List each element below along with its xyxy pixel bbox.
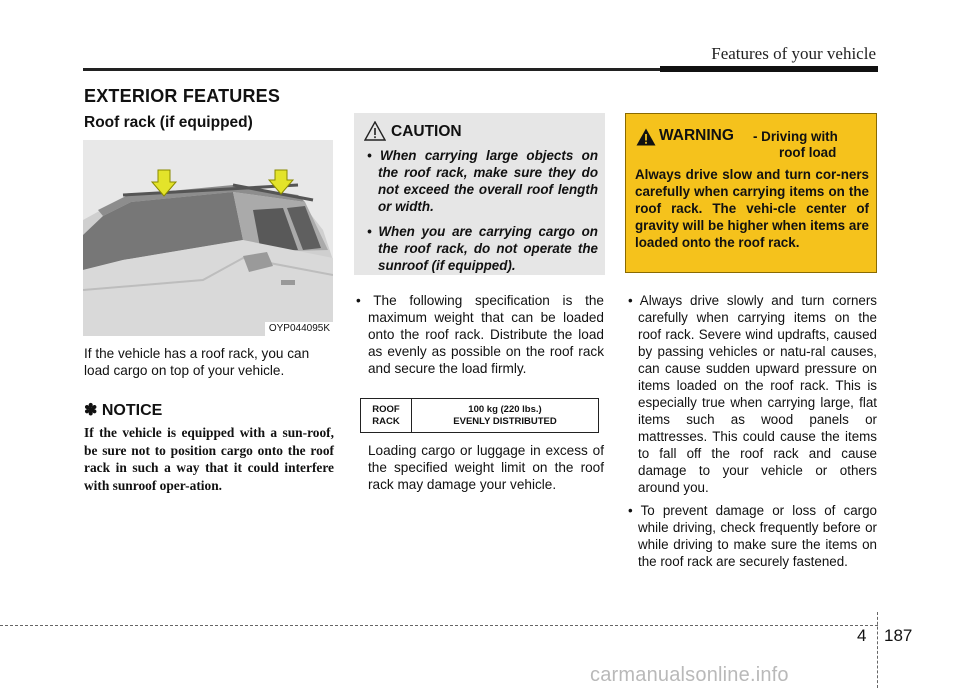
spec-label-line: RACK — [372, 415, 400, 427]
warning-body: Always drive slow and turn cor-ners carefully when carrying items on the roof rack. The vehi-cle center of gravity will be higher when items are loaded onto the roof rack. — [635, 167, 869, 250]
header-rule-accent — [660, 66, 878, 72]
warning-title: WARNING — [659, 127, 734, 144]
roof-rack-photo — [83, 140, 333, 336]
warning-triangle-icon — [636, 128, 656, 146]
notice-title: ✽ NOTICE — [84, 402, 163, 419]
footer-divider — [877, 612, 878, 688]
caution-list — [364, 147, 598, 282]
spec-value-line: EVENLY DISTRIBUTED — [453, 415, 557, 427]
chapter-number: 4 — [857, 626, 867, 645]
driving-tips-list — [625, 292, 877, 576]
footer-rule — [0, 625, 878, 626]
caution-box — [354, 113, 605, 275]
caution-item: • When you are carrying cargo on the roof rack, do not operate the sunroof (if equipped). — [367, 224, 598, 273]
list-item: • To prevent damage or loss of cargo while driving, check frequently before or while driving to make sure the items on the roof rack are securely fastened. — [628, 503, 877, 569]
subsection-title: Roof rack (if equipped) — [84, 114, 253, 131]
spec-intro-bullet: • The following specification is the maximum weight that can be loaded onto the roof rack. Distribute the load as evenly as possible on the roof rack and secure the load firmly. — [356, 293, 604, 376]
roof-rack-spec-table — [360, 398, 599, 433]
roof-rack-intro-text: If the vehicle has a roof rack, you can load cargo on top of your vehicle. — [84, 346, 310, 378]
caution-item: • When carrying large objects on the roof rack, make sure they do not exceed the overall roof length or width. — [367, 148, 598, 214]
photo-code-label: OYP044095K — [265, 322, 333, 336]
spec-value-line: 100 kg (220 lbs.) — [468, 403, 542, 415]
warning-triangle-icon — [364, 121, 386, 141]
spec-label-line: ROOF — [372, 403, 400, 415]
page-number: 187 — [884, 626, 913, 645]
spec-value-cell — [412, 399, 598, 432]
page-header-title: Features of your vehicle — [711, 44, 876, 63]
car-roof-rack-illustration — [83, 140, 333, 336]
list-item: • Always drive slowly and turn corners carefully when carrying items on the roof rack. Severe wind updrafts, caused by passing vehicles or natu-ral causes, can cause sudden upward pressure on items loaded on the roof rack. This is especially true when carrying large, flat items such as wood panels or mattresses. This could cause the items to fall off the roof rack and cause damage to your vehicle or others around you. — [628, 293, 877, 495]
watermark: carmanualsonline.info — [590, 664, 789, 686]
spec-intro-text — [356, 292, 604, 377]
notice-body: If the vehicle is equipped with a sun-roof, be sure not to position cargo onto the roof rack in such a way that it could interfere with sunroof oper-ation. — [84, 425, 334, 493]
overload-warning-text: Loading cargo or luggage in excess of the specified weight limit on the roof rack may damage your vehicle. — [368, 443, 604, 492]
warning-subtitle: roof load — [779, 145, 837, 160]
spec-label-cell — [361, 399, 412, 432]
warning-subtitle: - Driving with — [753, 129, 838, 144]
warning-box — [625, 113, 877, 273]
caution-title: CAUTION — [391, 123, 462, 140]
section-title: EXTERIOR FEATURES — [84, 86, 281, 106]
